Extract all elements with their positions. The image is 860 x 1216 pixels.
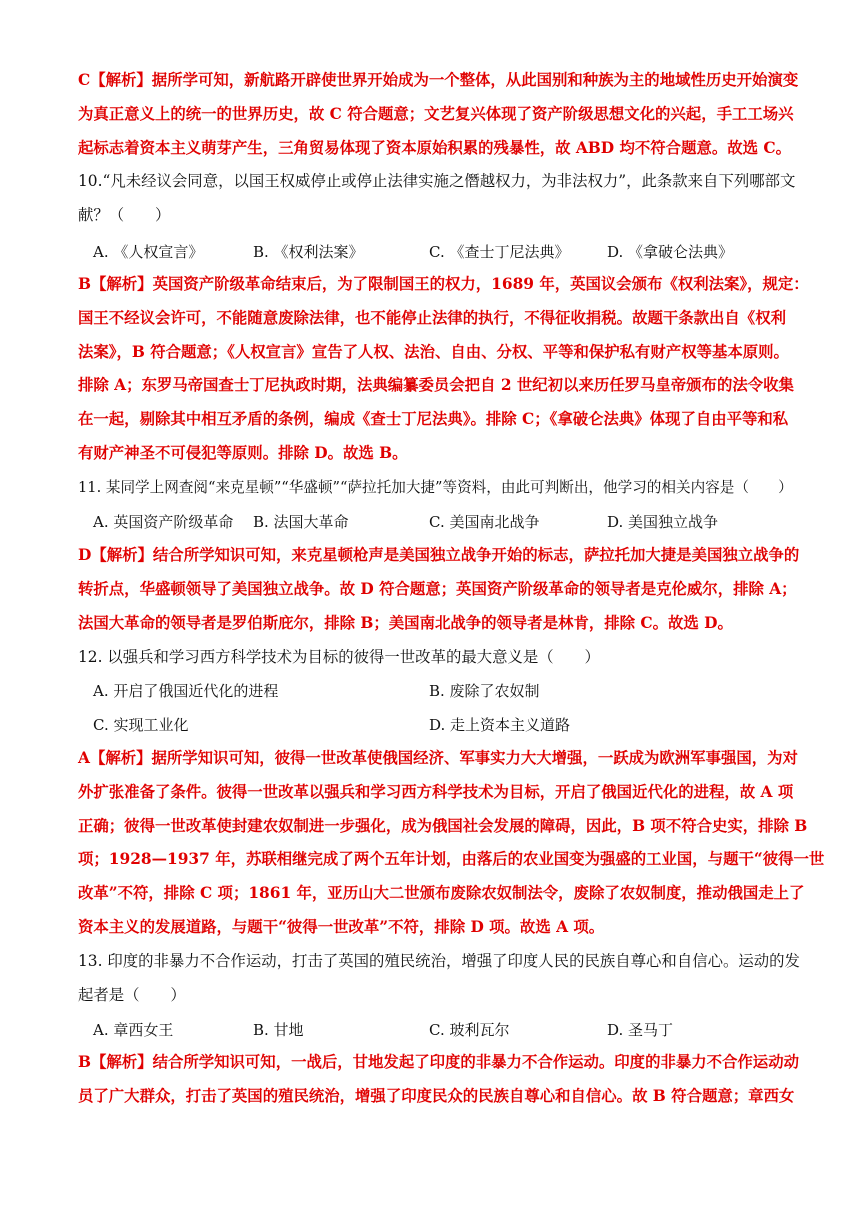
option-a: A. 《人权宣言》	[93, 243, 204, 261]
text-line: 起者是（ ）	[78, 985, 186, 1004]
option-c: C. 玻利瓦尔	[429, 1021, 510, 1039]
option-b: B. 甘地	[253, 1021, 304, 1039]
text-line: 10.“凡未经议会同意，以国王权威停止或停止法律实施之僭越权力，为非法权力”，此条款来自下列哪部文	[78, 172, 796, 190]
text-line: 转折点，华盛顿领导了美国独立战争。故 D 符合题意；英国资产阶级革命的领导者是克伦威尔，排除 A；	[78, 579, 797, 598]
option-a: A. 开启了俄国近代化的进程	[93, 682, 279, 700]
question-12-options-row-2	[93, 708, 793, 742]
option-d: D. 圣马丁	[607, 1021, 674, 1039]
question-12-options-row-1	[93, 674, 793, 708]
text-line: 12. 以强兵和学习西方科学技术为目标的彼得一世改革的最大意义是（ ）	[78, 648, 600, 666]
text-line: 排除 A；东罗马帝国查士丁尼执政时期，法典编纂委员会把自 2 世纪初以来历任罗马皇帝颁布的法令收集	[78, 376, 794, 395]
text-line: 献？（ ）	[78, 205, 171, 224]
option-b: B. 法国大革命	[253, 513, 349, 531]
text-line: B【解析】英国资产阶级革命结束后，为了限制国王的权力，1689 年，英国议会颁布《权利法案》，规定：	[78, 275, 809, 293]
option-d: D. 《拿破仑法典》	[607, 243, 734, 261]
question-13-options	[93, 1013, 793, 1047]
answer-12-explanation	[78, 742, 825, 945]
question-10	[78, 165, 796, 233]
question-11	[78, 471, 793, 505]
question-10-options	[93, 235, 793, 269]
text-line: C【解析】据所学可知，新航路开辟使世界开始成为一个整体，从此国别和种族为主的地域性历史开始演变	[78, 71, 799, 89]
question-12	[78, 641, 784, 675]
text-line: 法国大革命的领导者是罗伯斯庇尔，排除 B；美国南北战争的领导者是林肯，排除 C。故选 D。	[78, 613, 733, 632]
question-13	[78, 945, 800, 1013]
text-line: 资本主义的发展道路，与题干“彼得一世改革”不符，排除 D 项。故选 A 项。	[78, 917, 605, 936]
option-b: B. 废除了农奴制	[429, 682, 540, 700]
text-line: 外扩张准备了条件。彼得一世改革以强兵和学习西方科学技术为目标，开启了俄国近代化的进程，故 A 项	[78, 782, 794, 801]
text-line: 项；1928—1937 年，苏联相继完成了两个五年计划，由落后的农业国变为强盛的工业国，与题干“彼得一世	[78, 850, 825, 869]
text-line: 正确；彼得一世改革使封建农奴制进一步强化，成为俄国社会发展的障碍，因此，B 项不符合史实，排除 B	[78, 816, 808, 835]
text-line: 改革”不符，排除 C 项；1861 年，亚历山大二世颁布废除农奴制法令，废除了农奴制度，推动俄国走上了	[78, 884, 805, 903]
answer-11-explanation	[78, 539, 800, 640]
text-line: A【解析】据所学知识可知，彼得一世改革使俄国经济、军事实力大大增强，一跃成为欧洲军事强国，为对	[78, 749, 798, 767]
text-line: 11. 某同学上网查阅“来克星顿”“华盛顿”“萨拉托加大捷”等资料，由此可判断出，他学习的相关内容是（ ）	[78, 479, 793, 496]
option-c: C. 美国南北战争	[429, 513, 540, 531]
option-a: A. 章西女王	[93, 1021, 174, 1039]
option-a: A. 英国资产阶级革命	[93, 513, 234, 531]
text-line: 有财产神圣不可侵犯等原则。排除 D。故选 B。	[78, 443, 408, 462]
answer-9-explanation	[78, 64, 799, 165]
answer-13-explanation	[78, 1046, 799, 1114]
text-line: 员了广大群众，打击了英国的殖民统治，增强了印度民众的民族自尊心和自信心。故 B 符合题意；章西女	[78, 1086, 795, 1105]
text-line: 13. 印度的非暴力不合作运动，打击了英国的殖民统治，增强了印度人民的民族自尊心和自信心。运动的发	[78, 952, 800, 970]
text-line: 国王不经议会许可，不能随意废除法律，也不能停止法律的执行，不得征收捐税。故题干条款出自《权利	[78, 308, 786, 327]
text-line: 在一起，剔除其中相互矛盾的条例，编成《查士丁尼法典》。排除 C；《拿破仑法典》体现了自由平等和私	[78, 410, 789, 429]
answer-10-explanation	[78, 268, 809, 471]
option-c: C. 《查士丁尼法典》	[429, 243, 570, 261]
text-line: D【解析】结合所学知识可知，来克星顿枪声是美国独立战争开始的标志，萨拉托加大捷是美国独立战争的	[78, 546, 800, 564]
question-11-options	[93, 505, 793, 539]
option-c: C. 实现工业化	[93, 716, 189, 734]
text-line: 为真正意义上的统一的世界历史，故 C 符合题意；文艺复兴体现了资产阶级思想文化的兴起，手工工场兴	[78, 104, 794, 123]
option-d: D. 走上资本主义道路	[429, 716, 571, 734]
text-line: 法案》，B 符合题意；《人权宣言》宣告了人权、法治、自由、分权、平等和保护私有财产权等基本原则。	[78, 342, 789, 361]
option-b: B. 《权利法案》	[253, 243, 364, 261]
text-line: B【解析】结合所学知识可知，一战后，甘地发起了印度的非暴力不合作运动。印度的非暴力不合作运动动	[78, 1053, 799, 1071]
option-d: D. 美国独立战争	[607, 513, 719, 531]
text-line: 起标志着资本主义萌芽产生，三角贸易体现了资本原始积累的残暴性，故 ABD 均不符合题意。故选 C。	[78, 138, 792, 157]
